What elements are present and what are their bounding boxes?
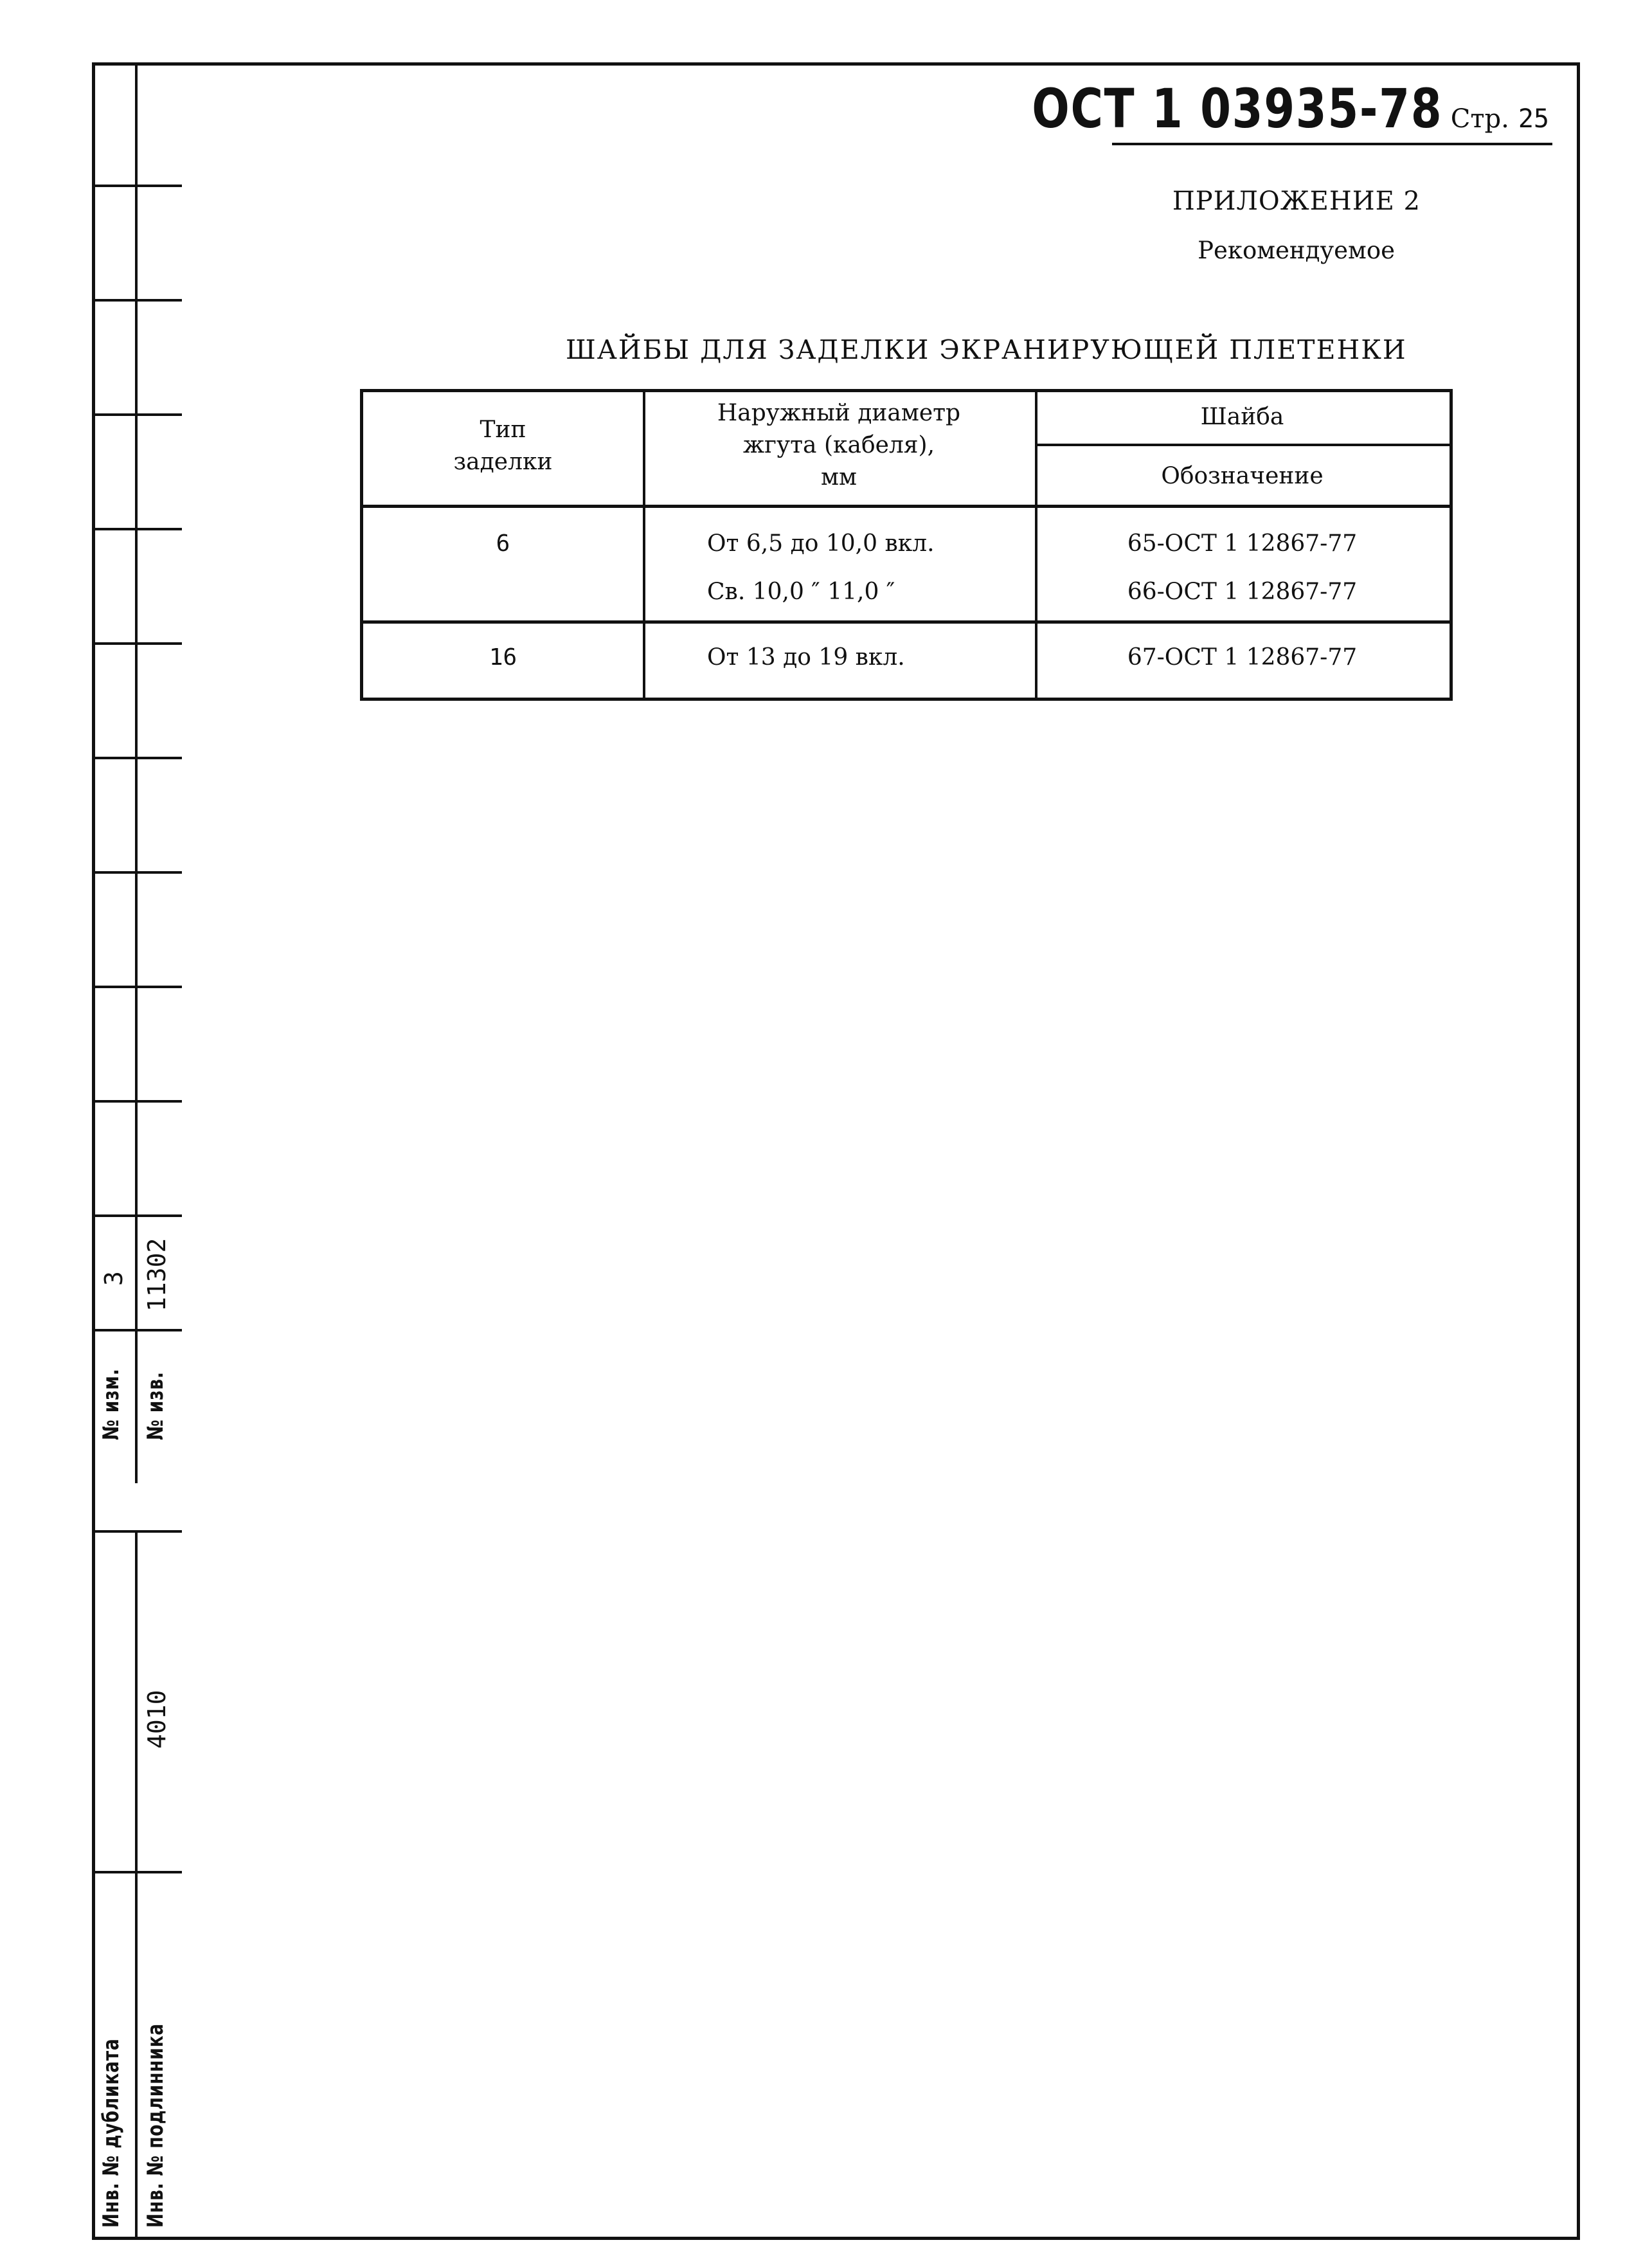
document-number: ОСТ 1 03935-78	[1032, 77, 1443, 140]
row1-designation-2: 66-ОСТ 1 12867-77	[1127, 579, 1358, 605]
row1-designation-1: 65-ОСТ 1 12867-77	[1127, 530, 1358, 557]
header-type-line2: заделки	[453, 449, 553, 475]
inv-duplicate-label: Инв. № дубликата	[98, 2038, 124, 2228]
strip-line-outer	[92, 62, 94, 1483]
page-number: 25	[1518, 104, 1549, 134]
notice-no-label: № изв.	[143, 1371, 168, 1440]
document-header	[942, 77, 1549, 140]
strip-divider	[92, 1329, 182, 1331]
row2-type: 16	[489, 644, 517, 671]
appendix-status: Рекомендуемое	[1198, 237, 1395, 264]
strip-line-middle	[135, 62, 138, 1483]
header-designation: Обозначение	[1161, 463, 1324, 489]
inv-original-value: 4010	[143, 1690, 171, 1749]
strip-divider	[92, 986, 182, 988]
table-title: ШАЙБЫ ДЛЯ ЗАДЕЛКИ ЭКРАНИРУЮЩЕЙ ПЛЕТЕНКИ	[566, 334, 1407, 365]
strip-divider	[92, 1100, 182, 1103]
page-label: Стр.	[1450, 104, 1509, 134]
strip-divider	[92, 185, 182, 187]
strip-line-outer-lower	[92, 1530, 94, 2240]
row2-designation: 67-ОСТ 1 12867-77	[1127, 644, 1358, 671]
change-no-value: 3	[100, 1271, 128, 1286]
table-header-subdivider	[1035, 444, 1450, 446]
row1-diameter-1: От 6,5 до 10,0 вкл.	[707, 530, 935, 557]
strip-divider	[92, 1214, 182, 1217]
strip-divider-stamp	[92, 1530, 182, 1533]
strip-divider	[92, 528, 182, 530]
header-rule	[1112, 143, 1552, 145]
strip-divider	[92, 871, 182, 874]
header-washer: Шайба	[1200, 404, 1284, 430]
strip-divider-stamp	[92, 1871, 182, 1873]
header-diameter-line1: Наружный диаметр	[717, 400, 961, 426]
change-no-label: № изм.	[98, 1368, 124, 1440]
row2-diameter: От 13 до 19 вкл.	[707, 644, 905, 671]
header-type-line1: Тип	[480, 417, 526, 443]
strip-divider	[92, 757, 182, 759]
table-header-bottom	[363, 505, 1450, 508]
appendix-title: ПРИЛОЖЕНИЕ 2	[1172, 186, 1421, 216]
row1-type: 6	[496, 530, 510, 557]
strip-divider	[92, 299, 182, 302]
notice-no-value: 11302	[143, 1238, 171, 1312]
table-row-divider	[363, 620, 1450, 624]
washer-table	[360, 389, 1453, 701]
strip-divider	[92, 642, 182, 645]
row1-diameter-2: Св. 10,0 ″ 11,0 ″	[707, 579, 895, 605]
strip-line-middle-lower	[135, 1530, 138, 2240]
inv-original-label: Инв. № подлинника	[143, 2023, 168, 2228]
strip-divider	[92, 413, 182, 416]
header-diameter-line2: жгута (кабеля),	[742, 432, 935, 458]
header-diameter-line3: мм	[820, 464, 857, 491]
